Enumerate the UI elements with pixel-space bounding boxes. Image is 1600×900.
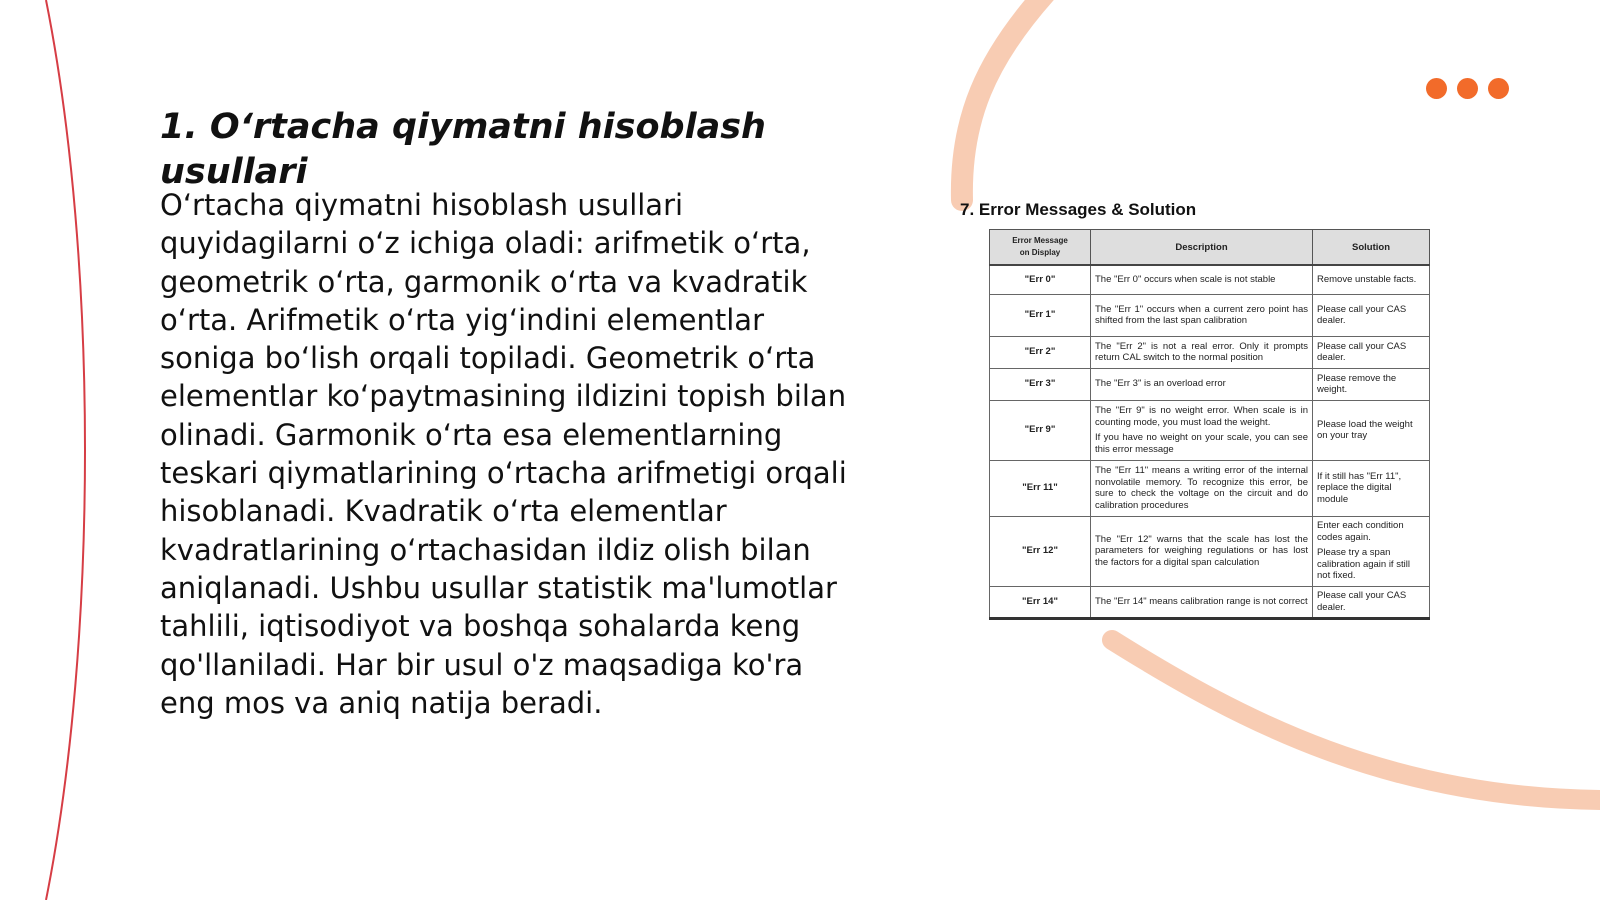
header-code-line2: on Display [1019, 248, 1061, 257]
description-cell [1091, 400, 1313, 460]
table-header-row [990, 230, 1430, 266]
table-row [990, 586, 1430, 618]
table-row [990, 516, 1430, 586]
description-text: The "Err 0" occurs when scale is not stable [1095, 274, 1276, 285]
table-row [990, 336, 1430, 368]
solution-cell [1313, 294, 1430, 336]
top-orange-arc [962, 0, 1048, 200]
solution-cell [1313, 368, 1430, 400]
error-code-cell: "Err 9" [990, 400, 1091, 460]
solution-cell [1313, 516, 1430, 586]
solution-cell [1313, 265, 1430, 294]
solution-text: Please call your CAS dealer. [1317, 303, 1407, 326]
description-text: The "Err 3" is an overload error [1095, 378, 1226, 390]
table-row [990, 265, 1430, 294]
error-code-cell: "Err 1" [990, 294, 1091, 336]
description-text: The "Err 14" means calibration range is not correct [1095, 595, 1308, 607]
error-code-cell: "Err 3" [990, 368, 1091, 400]
dot-1 [1426, 78, 1447, 99]
description-cell [1091, 368, 1313, 400]
error-code-cell: "Err 2" [990, 336, 1091, 368]
solution-text: Remove unstable facts. [1317, 274, 1417, 285]
error-messages-table [989, 229, 1430, 620]
error-code-cell: "Err 0" [990, 265, 1091, 294]
dot-2 [1457, 78, 1478, 99]
table-row [990, 460, 1430, 516]
table-caption: 7. Error Messages & Solution [960, 200, 1197, 219]
error-code-cell: "Err 12" [990, 516, 1091, 586]
solution-text: If it still has "Err 11", replace the digital module [1317, 470, 1402, 505]
slide-body-text: O‘rtacha qiymatni hisoblash usullari quyidagilarni o‘z ichiga oladi: arifmetik o‘rta, geometrik o‘rta, garmonik o‘rta va kvadratik o‘rta. Arifmetik o‘rta yig‘indini elementlar soniga bo‘lish orqali topiladi. Geometrik o‘rta elementlar ko‘paytmasining ildizini topish bilan olinadi. Garmonik o‘rta esa elementlarning teskari qiymatlarining o‘rtacha arifmetigi orqali hisoblanadi. Kvadratik o‘rta elementlar kvadratlarining o‘rtachasidan ildiz olish bilan aniqlanadi. Ushbu usullar statistik ma'lumotlar tahlili, iqtisodiyot va boshqa sohalarda keng qo'llaniladi. Har bir usul o'z maqsadiga ko'ra eng mos va aniq natija beradi. [160, 188, 847, 720]
solution-text: Enter each condition codes again. [1317, 520, 1404, 543]
left-curve-line [46, 0, 85, 900]
solution-cell [1313, 336, 1430, 368]
description-text: The "Err 2" is not a real error. Only it prompts return CAL switch to the normal position [1095, 340, 1308, 363]
description-cell [1091, 460, 1313, 516]
solution-text: Please load the weight on your tray [1317, 418, 1413, 441]
description-cell [1091, 516, 1313, 586]
description-text: The "Err 9" is no weight error. When scale is in counting mode, you must load the weight. [1095, 405, 1308, 428]
solution-cell [1313, 460, 1430, 516]
description-text: The "Err 1" occurs when a current zero point has shifted from the last span calibration [1095, 303, 1308, 326]
solution-text: Please call your CAS dealer. [1317, 340, 1407, 363]
slide-title: 1. O‘rtacha qiymatni hisoblash usullari [160, 107, 766, 192]
table-row [990, 400, 1430, 460]
header-error-message [990, 230, 1091, 266]
description-cell [1091, 294, 1313, 336]
error-code-cell: "Err 11" [990, 460, 1091, 516]
description-text: The "Err 12" warns that the scale has lost the parameters for weighing regulations or has lost the factors for a digital span calculation [1095, 533, 1308, 568]
header-solution: Solution [1313, 230, 1430, 266]
menu-dots-icon [1426, 78, 1509, 99]
solution-text: Please remove the weight. [1317, 372, 1397, 395]
description-cell [1091, 336, 1313, 368]
dot-3 [1488, 78, 1509, 99]
solution-cell [1313, 586, 1430, 618]
header-description: Description [1091, 230, 1313, 266]
table-row [990, 368, 1430, 400]
solution-text: Please call your CAS dealer. [1317, 590, 1407, 613]
table-row [990, 294, 1430, 336]
error-code-cell: "Err 14" [990, 586, 1091, 618]
solution-text-2: Please try a span calibration again if still not fixed. [1317, 547, 1410, 582]
solution-cell [1313, 400, 1430, 460]
bottom-orange-arc [1112, 640, 1600, 800]
description-cell [1091, 586, 1313, 618]
description-text-2: If you have no weight on your scale, you can see this error message [1095, 432, 1308, 455]
description-text: The "Err 11" means a writing error of the internal nonvolatile memory. To recognize this error, be sure to check the voltage on the circuit and do calibration procedures [1095, 465, 1308, 511]
description-cell [1091, 265, 1313, 294]
header-code-line1: Error Message [1012, 236, 1068, 245]
